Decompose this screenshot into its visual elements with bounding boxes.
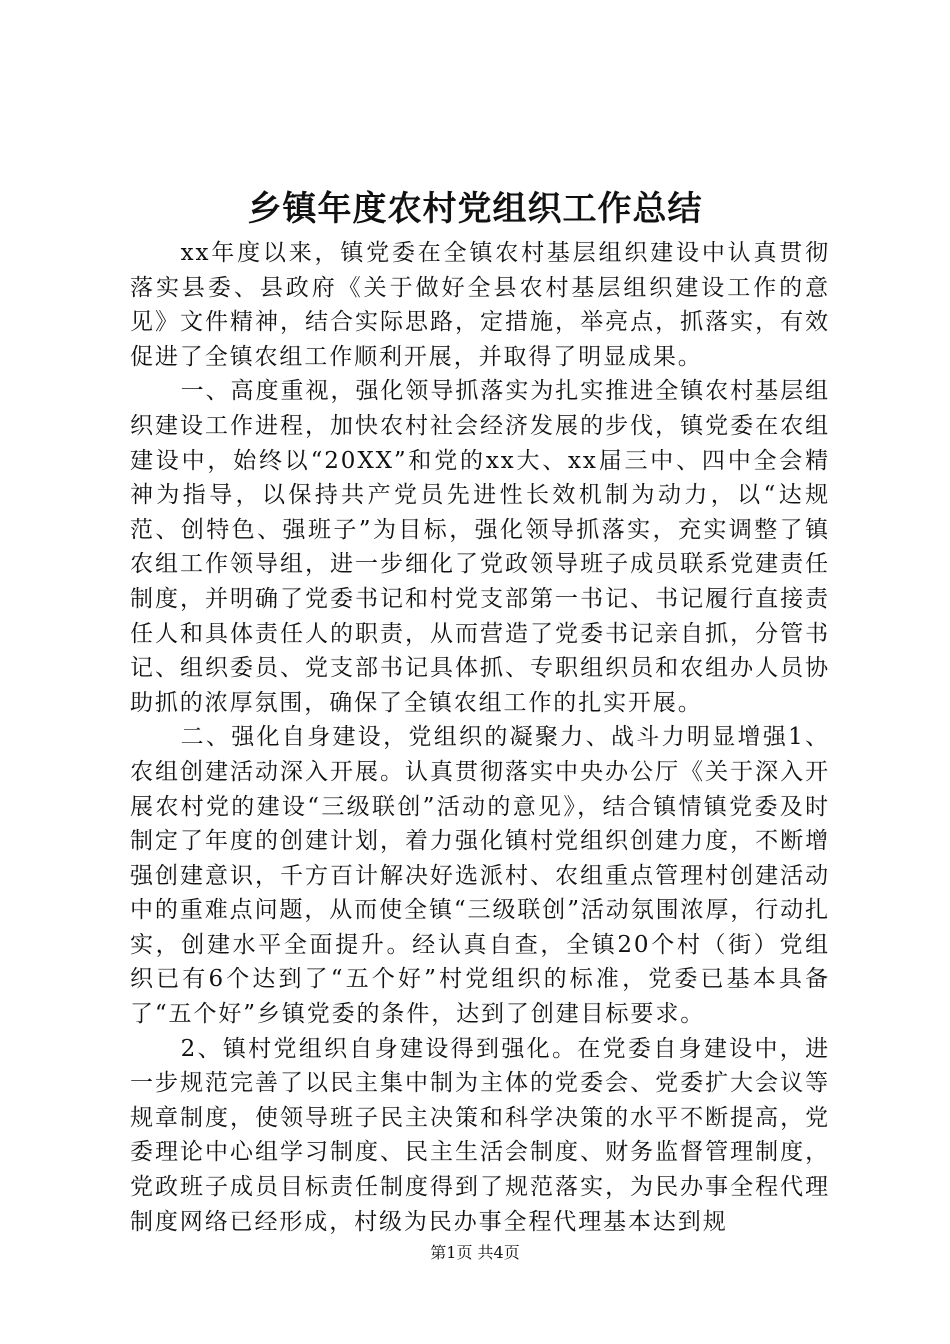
page-number-label: 第1页 共4页 <box>430 1243 520 1262</box>
paragraph-section-2: 二、强化自身建设，党组织的凝聚力、战斗力明显增强1、农组创建活动深入开展。认真贯彻落实中央办公厅《关于深入开展农村党的建设“三级联创”活动的意见》，结合镇情镇党委及时制定了年度的创建计划，着力强化镇村党组织创建力度，不断增强创建意识，千方百计解决好选派村、农组重点管理村创建活动中的重难点问题，从而使全镇“三级联创”活动氛围浓厚，行动扎实，创建水平全面提升。经认真自查，全镇20个村（街）党组织已有6个达到了“五个好”村党组织的标准，党委已基本具备了“五个好”乡镇党委的条件，达到了创建目标要求。 <box>130 724 830 1028</box>
page-footer <box>0 1242 950 1264</box>
document-body <box>130 236 830 1239</box>
paragraph-section-2-item-2: 2、镇村党组织自身建设得到强化。在党委自身建设中，进一步规范完善了以民主集中制为主体的党委会、党委扩大会议等规章制度，使领导班子民主决策和科学决策的水平不断提高，党委理论中心组学习制度、民主生活会制度、财务监督管理制度，党政班子成员目标责任制度得到了规范落实，为民办事全程代理制度网络已经形成，村级为民办事全程代理基本达到规 <box>130 1035 830 1235</box>
document-title: 乡镇年度农村党组织工作总结 <box>247 189 703 229</box>
paragraph-intro: xx年度以来，镇党委在全镇农村基层组织建设中认真贯彻落实县委、县政府《关于做好全县农村基层组织建设工作的意见》文件精神，结合实际思路，定措施，举亮点，抓落实，有效促进了全镇农组工作顺利开展，并取得了明显成果。 <box>130 240 830 370</box>
paragraph-section-1: 一、高度重视，强化领导抓落实为扎实推进全镇农村基层组织建设工作进程，加快农村社会经济发展的步伐，镇党委在农组建设中，始终以“20XX”和党的xx大、xx届三中、四中全会精神为指导，以保持共产党员先进性长效机制为动力，以“达规范、创特色、强班子”为目标，强化领导抓落实，充实调整了镇农组工作领导组，进一步细化了党政领导班子成员联系党建责任制度，并明确了党委书记和村党支部第一书记、书记履行直接责任人和具体责任人的职责，从而营造了党委书记亲自抓，分管书记、组织委员、党支部书记具体抓、专职组织员和农组办人员协助抓的浓厚氛围，确保了全镇农组工作的扎实开展。 <box>130 378 830 716</box>
